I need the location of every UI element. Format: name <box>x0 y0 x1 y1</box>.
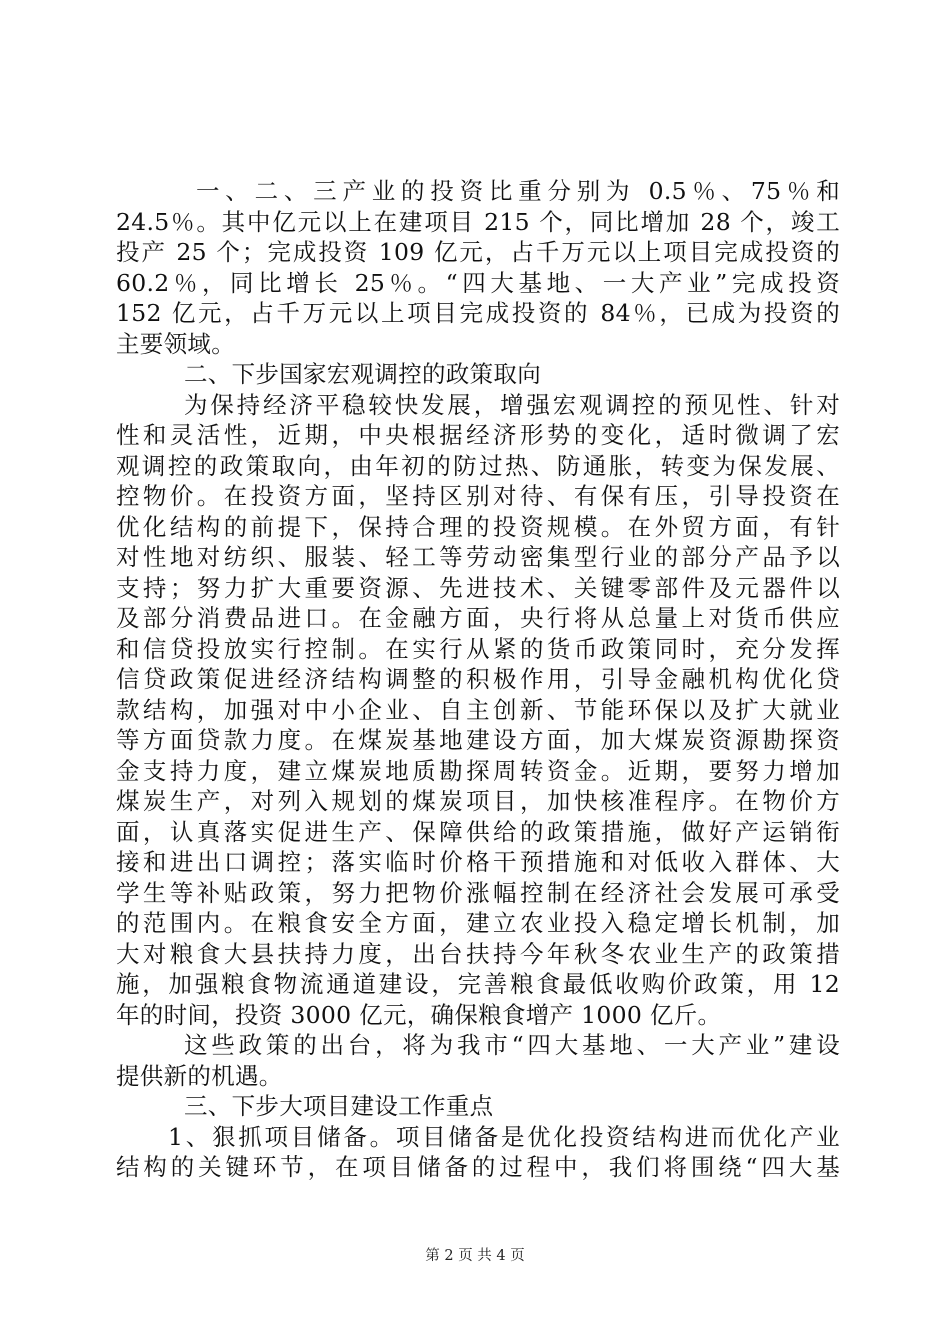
text-line: 为保持经济平稳较快发展，增强宏观调控的预见性、针对 <box>184 390 840 419</box>
text-line: 主要领域。 <box>116 329 235 358</box>
text-line: 观调控的政策取向，由年初的防过热、防通胀，转变为保发展、 <box>116 451 840 480</box>
document-body <box>116 176 840 1183</box>
text-line: 对性地对纺织、服装、轻工等劳动密集型行业的部分产品予以 <box>116 543 840 571</box>
text-line: 及部分消费品进口。在金融方面，央行将从总量上对货币供应 <box>116 604 840 632</box>
text-line: 金支持力度，建立煤炭地质勘探周转资金。近期，要努力增加 <box>116 756 840 785</box>
text-line: 的范围内。在粮食安全方面，建立农业投入稳定增长机制，加 <box>116 909 840 937</box>
text-line: 提供新的机遇。 <box>116 1061 283 1090</box>
text-line: 优化结构的前提下，保持合理的投资规模。在外贸方面，有针 <box>116 512 840 541</box>
text-line: 面，认真落实促进生产、保障供给的政策措施，做好产运销衔 <box>116 817 840 846</box>
text-line: 年的时间，投资 3000 亿元，确保粮食增产 1000 亿斤。 <box>116 1000 722 1029</box>
text-line: 学生等补贴政策，努力把物价涨幅控制在经济社会发展可承受 <box>116 878 840 907</box>
text-line: 性和灵活性，近期，中央根据经济形势的变化，适时微调了宏 <box>116 421 840 449</box>
text-line: 接和进出口调控；落实临时价格干预措施和对低收入群体、大 <box>116 848 840 876</box>
section-heading: 二、下步国家宏观调控的政策取向 <box>184 360 541 388</box>
text-line: 煤炭生产，对列入规划的煤炭项目，加快核准程序。在物价方 <box>116 787 840 815</box>
text-line: 152 亿元，占千万元以上项目完成投资的 84％，已成为投资的 <box>116 299 840 327</box>
text-line: 施，加强粮食物流通道建设，完善粮食最低收购价政策，用 12 <box>116 970 840 998</box>
section-heading: 三、下步大项目建设工作重点 <box>184 1092 494 1120</box>
text-line: 等方面贷款力度。在煤炭基地建设方面，加大煤炭资源勘探资 <box>116 726 840 754</box>
text-line: 信贷政策促进经济结构调整的积极作用，引导金融机构优化贷 <box>116 665 840 693</box>
text-line: 这些政策的出台，将为我市“四大基地、一大产业”建设 <box>184 1031 840 1059</box>
text-line: 和信贷投放实行控制。在实行从紧的货币政策同时，充分发挥 <box>116 634 840 663</box>
text-line: 投产 25 个；完成投资 109 亿元，占千万元以上项目完成投资的 <box>116 238 840 266</box>
text-line: 60.2％，同比增长 25％。“四大基地、一大产业”完成投资 <box>116 268 840 297</box>
text-line: 24.5％。其中亿元以上在建项目 215 个，同比增加 28 个，竣工 <box>116 207 840 236</box>
text-line: 1、狠抓项目储备。项目储备是优化投资结构进而优化产业 <box>168 1122 840 1151</box>
text-line: 控物价。在投资方面，坚持区别对待、有保有压，引导投资在 <box>116 482 840 510</box>
text-line: 结构的关键环节，在项目储备的过程中，我们将围绕“四大基 <box>116 1153 840 1181</box>
text-line: 款结构，加强对中小企业、自主创新、节能环保以及扩大就业 <box>116 695 840 724</box>
text-line: 支持；努力扩大重要资源、先进技术、关键零部件及元器件以 <box>116 573 840 602</box>
text-line: 大对粮食大县扶持力度，出台扶持今年秋冬农业生产的政策措 <box>116 939 840 968</box>
page-footer: 第 2 页 共 4 页 <box>425 1248 525 1264</box>
text-line: 一、二、三产业的投资比重分别为 0.5％、75％和 <box>196 177 840 205</box>
